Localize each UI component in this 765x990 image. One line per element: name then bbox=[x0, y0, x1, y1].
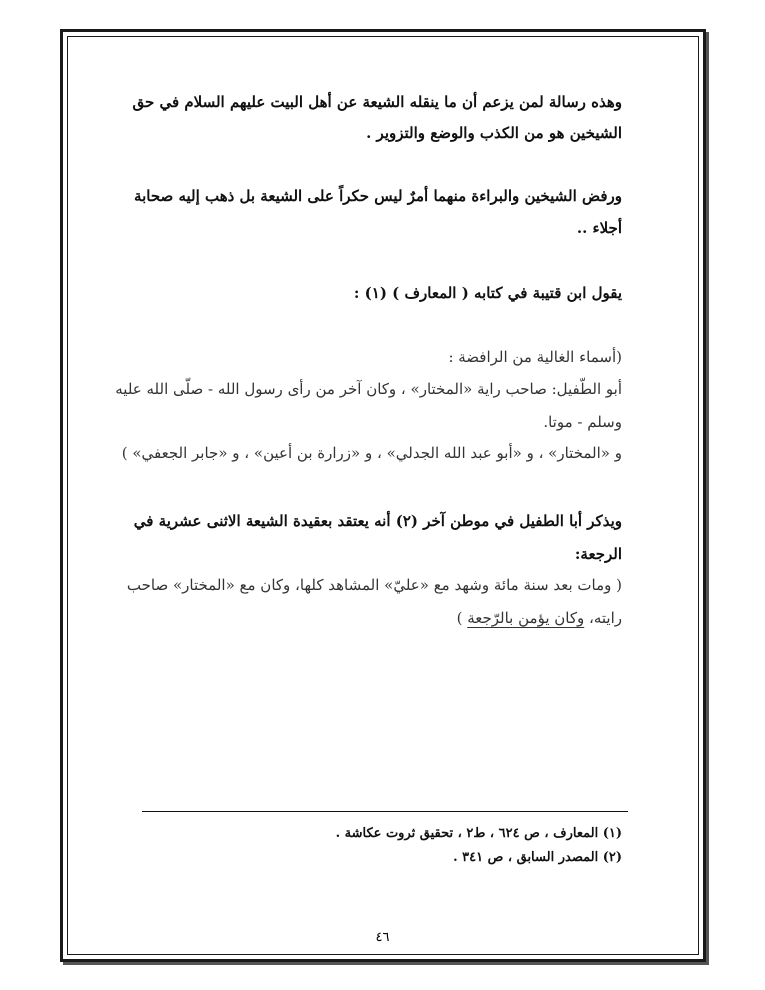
paragraph-2-line-2: أجلاء .. bbox=[576, 219, 622, 237]
quote-2-line-1: ( ومات بعد سنة مائة وشهد مع «عليّ» المشاهد كلها، وكان مع «المختار» صاحب bbox=[126, 576, 622, 594]
paragraph-1-line-1: وهذه رسالة لمن يزعم أن ما ينقله الشيعة عن أهل البيت عليهم السلام في حق bbox=[132, 93, 622, 111]
quote-2-text-a: رايته، bbox=[584, 609, 622, 627]
paragraph-3-line-1: يقول ابن قتيبة في كتابه ( المعارف ) (١) : bbox=[353, 284, 622, 302]
paragraph-1-line-2: الشيخين هو من الكذب والوضع والتزوير . bbox=[366, 124, 622, 142]
paragraph-4-line-2: الرجعة: bbox=[574, 545, 622, 563]
quote-1-line-3: وسلم - موتا. bbox=[543, 413, 622, 431]
footnote-1: (١) المعارف ، ص ٦٢٤ ، ط٢ ، تحقيق ثروت عكاشة . bbox=[335, 826, 622, 841]
quote-2-underlined-text: وكان يؤمن بالرّجعة bbox=[467, 609, 585, 627]
quote-1-line-2: أبو الطّفيل: صاحب راية «المختار» ، وكان آخر من رأى رسول الله - صلّى الله عليه bbox=[115, 380, 622, 398]
quote-1-line-1: (أسماء الغالية من الرافضة : bbox=[448, 348, 622, 366]
footnote-2: (٢) المصدر السابق ، ص ٣٤١ . bbox=[453, 850, 622, 865]
quote-2-text-c: ) bbox=[456, 609, 468, 627]
footnote-separator bbox=[142, 811, 628, 812]
paragraph-4-line-1: ويذكر أبا الطفيل في موطن آخر (٢) أنه يعتقد بعقيدة الشيعة الاثنى عشرية في bbox=[133, 512, 622, 530]
quote-1-line-4: و «المختار» ، و «أبو عبد الله الجدلي» ، و «زرارة بن أعين» ، و «جابر الجعفي» ) bbox=[121, 444, 622, 462]
quote-2-line-2 bbox=[457, 609, 622, 627]
paragraph-2-line-1: ورفض الشيخين والبراءة منهما أمرٌ ليس حكراً على الشيعة بل ذهب إليه صحابة bbox=[134, 187, 622, 205]
page-number: ٤٦ bbox=[375, 930, 390, 945]
